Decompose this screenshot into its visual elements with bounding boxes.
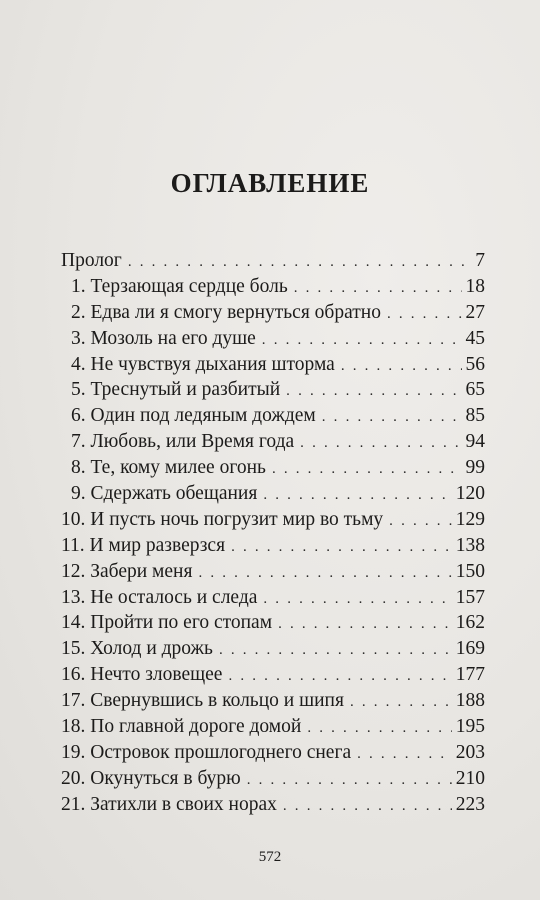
dot-leader [263, 483, 451, 509]
toc-entry-chapter-17 [61, 688, 485, 714]
toc-entry-title: 19. Островок прошлогоднего снега [61, 741, 352, 763]
toc-entry-page: 169 [455, 638, 485, 660]
dot-leader [198, 561, 451, 587]
dot-leader [219, 638, 452, 664]
dot-leader [247, 768, 452, 794]
dot-leader [228, 664, 451, 690]
toc-entry-page: 65 [465, 379, 485, 401]
toc-entry-title: 11. И мир разверзся [61, 534, 226, 556]
toc-entry-chapter-20 [61, 766, 485, 792]
toc-entry-page: 195 [455, 716, 485, 738]
dot-leader [294, 276, 462, 302]
dot-leader [128, 250, 467, 276]
toc-entry-chapter-4 [61, 352, 485, 378]
toc-entry-chapter-13 [61, 585, 485, 611]
toc-entry-title: 18. По главной дороге домой [61, 716, 302, 738]
toc-entry-page: 99 [465, 457, 485, 479]
toc-entry-chapter-15 [61, 636, 485, 662]
toc-entry-page: 157 [455, 586, 485, 608]
toc-entry-chapter-6 [61, 403, 485, 429]
toc-entry-chapter-7 [61, 429, 485, 455]
toc-entry-page: 85 [465, 405, 485, 427]
toc-entry-page: 223 [455, 793, 485, 815]
toc-entry-chapter-21 [61, 792, 485, 818]
toc-entry-title: Пролог [61, 250, 122, 271]
toc-entry-title: 21. Затихли в своих норах [61, 793, 277, 815]
toc-entry-title: 20. Окунуться в бурю [61, 767, 241, 789]
toc-entry-page: 18 [465, 275, 485, 297]
dot-leader [307, 716, 451, 742]
toc-entry-title: 13. Не осталось и следа [61, 586, 258, 608]
toc-entry-page: 45 [465, 327, 485, 349]
toc-entry-page: 188 [455, 690, 485, 712]
dot-leader [262, 328, 462, 354]
toc-entry-title: 16. Нечто зловещее [61, 664, 223, 686]
page-title: ОГЛАВЛЕНИЕ [170, 168, 370, 198]
toc-entry-title: 6. Один под ледяным дождем [71, 405, 316, 427]
toc-entry-chapter-1 [61, 274, 485, 300]
toc-entry-chapter-16 [61, 662, 485, 688]
toc-entry-page: 56 [465, 353, 485, 375]
toc-entry-chapter-18 [61, 714, 485, 740]
toc-entry-title: 5. Треснутый и разбитый [71, 379, 281, 401]
toc-entry-page: 7 [475, 250, 485, 271]
toc-entry-prologue [61, 248, 485, 274]
toc-entry-page: 138 [455, 534, 485, 556]
toc-entry-chapter-9 [61, 481, 485, 507]
toc-entry-page: 177 [455, 664, 485, 686]
table-of-contents [61, 248, 485, 818]
toc-entry-chapter-3 [61, 326, 485, 352]
toc-entry-title: 8. Те, кому милее огонь [71, 457, 266, 479]
toc-entry-chapter-10 [61, 507, 485, 533]
toc-entry-page: 210 [455, 767, 485, 789]
toc-entry-page: 120 [455, 483, 485, 505]
dot-leader [231, 535, 452, 561]
dot-leader [387, 302, 462, 328]
toc-entry-title: 4. Не чувствуя дыхания шторма [71, 353, 335, 375]
toc-entry-chapter-12 [61, 559, 485, 585]
toc-entry-page: 94 [465, 431, 485, 453]
toc-entry-title: 10. И пусть ночь погрузит мир во тьму [61, 508, 384, 530]
toc-entry-title: 7. Любовь, или Время года [71, 431, 295, 453]
toc-entry-page: 129 [455, 508, 485, 530]
toc-entry-title: 17. Свернувшись в кольцо и шипя [61, 690, 344, 712]
toc-entry-title: 12. Забери меня [61, 560, 193, 582]
toc-entry-page: 150 [455, 560, 485, 582]
toc-entry-page: 27 [465, 301, 485, 323]
toc-entry-chapter-19 [61, 740, 485, 766]
page-number: 572 [258, 849, 282, 865]
dot-leader [357, 742, 452, 768]
toc-entry-title: 15. Холод и дрожь [61, 638, 213, 660]
toc-entry-title: 3. Мозоль на его душе [71, 327, 256, 349]
toc-entry-chapter-11 [61, 533, 485, 559]
toc-entry-page: 203 [455, 741, 485, 763]
dot-leader [283, 794, 452, 820]
dot-leader [263, 587, 451, 613]
toc-entry-title: 1. Терзающая сердце боль [71, 275, 288, 297]
dot-leader [350, 690, 452, 716]
toc-entry-title: 14. Пройти по его стопам [61, 612, 273, 634]
dot-leader [322, 405, 462, 431]
dot-leader [341, 354, 462, 380]
toc-entry-page: 162 [455, 612, 485, 634]
dot-leader [286, 379, 461, 405]
dot-leader [278, 612, 452, 638]
toc-entry-chapter-2 [61, 300, 485, 326]
toc-entry-title: 9. Сдержать обещания [71, 483, 258, 505]
dot-leader [389, 509, 452, 535]
toc-entry-title: 2. Едва ли я смогу вернуться обратно [71, 301, 381, 323]
dot-leader [272, 457, 462, 483]
toc-entry-chapter-5 [61, 377, 485, 403]
toc-entry-chapter-14 [61, 610, 485, 636]
dot-leader [300, 431, 461, 457]
toc-entry-chapter-8 [61, 455, 485, 481]
